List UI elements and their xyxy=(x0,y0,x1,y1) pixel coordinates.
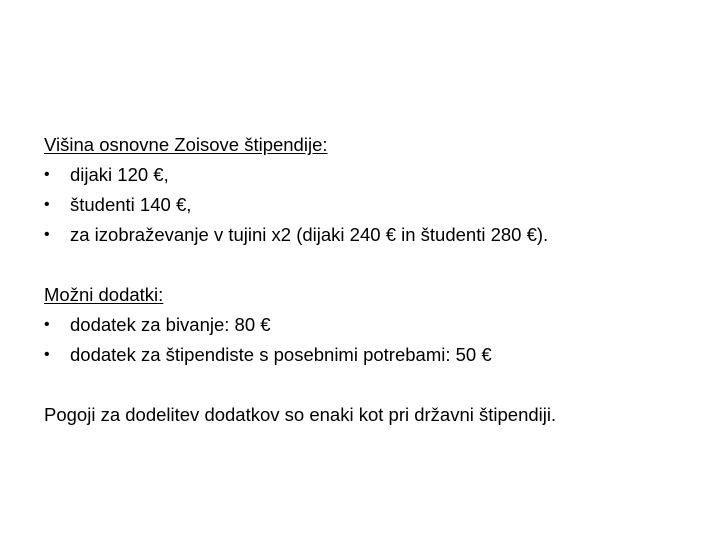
list-item xyxy=(44,340,704,370)
bullet-icon: • xyxy=(44,166,50,183)
basic-scholarship-heading-text: Višina osnovne Zoisove štipendije: xyxy=(44,134,328,155)
basic-scholarship-heading xyxy=(44,130,704,160)
list-item xyxy=(44,310,704,340)
list-item xyxy=(44,160,704,190)
list-item xyxy=(44,220,704,250)
list-item-text: dodatek za bivanje: 80 € xyxy=(70,314,271,335)
list-item-text: dodatek za štipendiste s posebnimi potrebami: 50 € xyxy=(70,344,492,365)
list-item-text: dijaki 120 €, xyxy=(70,164,169,185)
conditions-note: Pogoji za dodelitev dodatkov so enaki kot pri državni štipendiji. xyxy=(44,404,557,425)
slide-content xyxy=(44,130,704,430)
spacer xyxy=(44,370,704,400)
supplements-heading xyxy=(44,280,704,310)
list-item xyxy=(44,190,704,220)
bullet-icon: • xyxy=(44,346,50,363)
spacer xyxy=(44,250,704,280)
bullet-icon: • xyxy=(44,226,50,243)
bullet-icon: • xyxy=(44,316,50,333)
list-item-text: študenti 140 €, xyxy=(70,194,192,215)
list-item-text: za izobraževanje v tujini x2 (dijaki 240 € in študenti 280 €). xyxy=(70,224,549,245)
bullet-icon: • xyxy=(44,196,50,213)
supplements-heading-text: Možni dodatki: xyxy=(44,284,164,305)
